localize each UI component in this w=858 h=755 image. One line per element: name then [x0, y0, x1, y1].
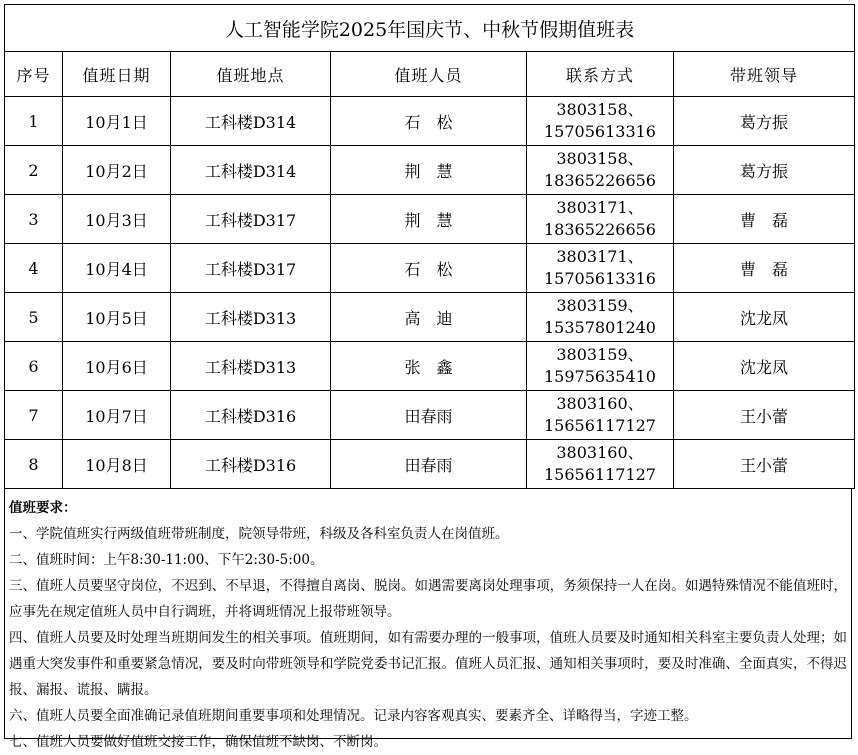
- contact-office-phone: 3803160、: [556, 443, 644, 462]
- cell-leader: 曹 磊: [674, 244, 855, 293]
- cell-date: 10月8日: [63, 440, 171, 489]
- cell-no: 4: [5, 244, 63, 293]
- header-leader: 带班领导: [674, 52, 855, 97]
- cell-contact: [527, 440, 674, 489]
- header-contact: 联系方式: [527, 52, 674, 97]
- header-row: [5, 52, 855, 97]
- cell-place: 工科楼D317: [171, 195, 331, 244]
- table-row: [5, 440, 855, 489]
- table-row: [5, 146, 855, 195]
- contact-mobile-phone: 15705613316: [544, 269, 656, 288]
- contact-office-phone: 3803171、: [556, 198, 644, 217]
- requirement-item: 三、值班人员要坚守岗位，不迟到、不早退，不得擅自离岗、脱岗。如遇需要离岗处理事项，务须保持一人在岗。如遇特殊情况不能值班时，应事先在规定值班人员中自行调班，并将调班情况上报带班领导。: [9, 578, 847, 620]
- cell-contact: [527, 146, 674, 195]
- cell-place: 工科楼D317: [171, 244, 331, 293]
- table-title: 人工智能学院2025年国庆节、中秋节假期值班表: [5, 5, 855, 52]
- cell-no: 7: [5, 391, 63, 440]
- cell-leader: 曹 磊: [674, 195, 855, 244]
- cell-place: 工科楼D314: [171, 146, 331, 195]
- cell-staff: 田春雨: [331, 391, 527, 440]
- contact-mobile-phone: 15975635410: [544, 367, 656, 386]
- requirement-item: 一、学院值班实行两级值班带班制度，院领导带班，科级及各科室负责人在岗值班。: [9, 526, 509, 542]
- cell-leader: 沈龙凤: [674, 293, 855, 342]
- contact-office-phone: 3803171、: [556, 247, 644, 266]
- cell-no: 2: [5, 146, 63, 195]
- cell-staff: 田春雨: [331, 440, 527, 489]
- cell-place: 工科楼D313: [171, 293, 331, 342]
- cell-leader: 葛方振: [674, 146, 855, 195]
- cell-contact: [527, 293, 674, 342]
- requirement-item: 七、值班人员要做好值班交接工作，确保值班不缺岗、不断岗。: [9, 734, 387, 750]
- cell-leader: 葛方振: [674, 97, 855, 146]
- duty-sheet: [4, 4, 854, 750]
- table-row: [5, 342, 855, 391]
- table-row: [5, 97, 855, 146]
- contact-office-phone: 3803159、: [556, 345, 644, 364]
- cell-no: 3: [5, 195, 63, 244]
- cell-no: 1: [5, 97, 63, 146]
- cell-date: 10月3日: [63, 195, 171, 244]
- cell-staff: 张 鑫: [331, 342, 527, 391]
- table-row: [5, 244, 855, 293]
- cell-staff: 高 迪: [331, 293, 527, 342]
- contact-office-phone: 3803159、: [556, 296, 644, 315]
- cell-leader: 王小蕾: [674, 440, 855, 489]
- duty-requirements: [4, 489, 852, 750]
- cell-contact: [527, 97, 674, 146]
- cell-date: 10月1日: [63, 97, 171, 146]
- cell-staff: 石 松: [331, 244, 527, 293]
- cell-contact: [527, 391, 674, 440]
- contact-office-phone: 3803158、: [556, 149, 644, 168]
- cell-leader: 王小蕾: [674, 391, 855, 440]
- requirements-title: 值班要求：: [9, 500, 77, 516]
- contact-office-phone: 3803160、: [556, 394, 644, 413]
- cell-staff: 石 松: [331, 97, 527, 146]
- contact-mobile-phone: 18365226656: [544, 171, 656, 190]
- cell-place: 工科楼D314: [171, 97, 331, 146]
- cell-no: 5: [5, 293, 63, 342]
- cell-leader: 沈龙凤: [674, 342, 855, 391]
- requirement-item: 六、值班人员要全面准确记录值班期间重要事项和处理情况。记录内容客观真实、要素齐全、详略得当，字迹工整。: [9, 708, 698, 724]
- cell-date: 10月7日: [63, 391, 171, 440]
- contact-mobile-phone: 18365226656: [544, 220, 656, 239]
- cell-contact: [527, 244, 674, 293]
- header-staff: 值班人员: [331, 52, 527, 97]
- header-date: 值班日期: [63, 52, 171, 97]
- cell-place: 工科楼D316: [171, 440, 331, 489]
- cell-place: 工科楼D316: [171, 391, 331, 440]
- cell-place: 工科楼D313: [171, 342, 331, 391]
- table-row: [5, 293, 855, 342]
- cell-date: 10月2日: [63, 146, 171, 195]
- cell-staff: 荆 慧: [331, 146, 527, 195]
- cell-date: 10月6日: [63, 342, 171, 391]
- table-row: [5, 195, 855, 244]
- contact-mobile-phone: 15705613316: [544, 122, 656, 141]
- cell-contact: [527, 342, 674, 391]
- contact-mobile-phone: 15656117127: [544, 416, 656, 435]
- cell-contact: [527, 195, 674, 244]
- cell-staff: 荆 慧: [331, 195, 527, 244]
- cell-date: 10月5日: [63, 293, 171, 342]
- requirement-item: 四、值班人员要及时处理当班期间发生的相关事项。值班期间，如有需要办理的一般事项，值班人员要及时通知相关科室主要负责人处理；如遇重大突发事件和重要紧急情况，要及时向带班领导和学院党委书记汇报。值班人员汇报、通知相关事项时，要及时准确、全面真实，不得迟报、漏报、谎报、瞒报。: [9, 630, 847, 698]
- contact-mobile-phone: 15656117127: [544, 465, 656, 484]
- header-place: 值班地点: [171, 52, 331, 97]
- contact-mobile-phone: 15357801240: [544, 318, 656, 337]
- requirement-item: 二、值班时间：上午8:30-11:00、下午2:30-5:00。: [9, 552, 324, 568]
- duty-table: [4, 4, 855, 489]
- header-no: 序号: [5, 52, 63, 97]
- cell-date: 10月4日: [63, 244, 171, 293]
- cell-no: 8: [5, 440, 63, 489]
- contact-office-phone: 3803158、: [556, 100, 644, 119]
- cell-no: 6: [5, 342, 63, 391]
- table-row: [5, 391, 855, 440]
